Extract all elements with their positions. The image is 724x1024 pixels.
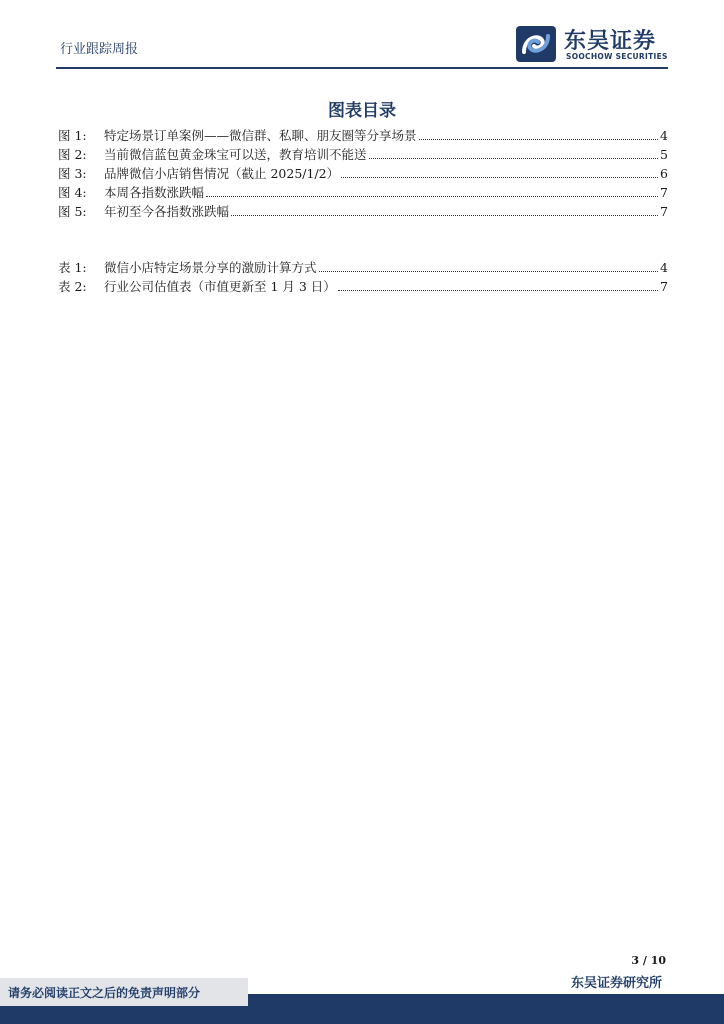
toc-title: 图表目录 <box>328 101 396 121</box>
toc-entry[interactable] <box>58 164 668 183</box>
toc-entry[interactable] <box>58 126 668 145</box>
header-section-label: 行业跟踪周报 <box>60 42 139 57</box>
dot-leader <box>338 278 658 291</box>
toc-entry-label: 图 1: <box>58 128 87 143</box>
toc-entry-page: 7 <box>660 204 668 219</box>
page-number: 3 / 10 <box>631 954 666 967</box>
toc-entry[interactable] <box>58 183 668 202</box>
header-divider <box>56 67 668 69</box>
brand-name-cn: 东吴证券 <box>564 29 657 54</box>
figure-list <box>58 126 668 221</box>
toc-entry-text: 年初至今各指数涨跌幅 <box>104 204 230 219</box>
toc-entry[interactable] <box>58 202 668 221</box>
toc-entry-label: 图 5: <box>58 204 87 219</box>
toc-entry-page: 4 <box>660 128 668 143</box>
dot-leader <box>206 184 658 197</box>
toc-entry-label: 表 1: <box>58 260 87 275</box>
toc-entry[interactable] <box>58 145 668 164</box>
toc-entry-text: 行业公司估值表（市值更新至 1 月 3 日） <box>104 279 336 294</box>
toc-entry-label: 图 3: <box>58 166 87 181</box>
toc-entry-text: 特定场景订单案例——微信群、私聊、朋友圈等分享场景 <box>104 128 417 143</box>
dot-leader <box>231 203 658 216</box>
dot-leader <box>369 146 658 159</box>
toc-entry[interactable] <box>58 258 668 277</box>
dot-leader <box>319 259 658 272</box>
company-logo <box>516 24 676 64</box>
toc-entry-label: 图 4: <box>58 185 87 200</box>
toc-entry-page: 7 <box>660 279 668 294</box>
dot-leader <box>341 165 658 178</box>
toc-entry-label: 图 2: <box>58 147 87 162</box>
brand-name-en: SOOCHOW SECURITIES <box>566 52 668 61</box>
toc-entry-page: 6 <box>660 166 668 181</box>
footer-org-name: 东吴证券研究所 <box>570 976 662 991</box>
toc-entry[interactable] <box>58 277 668 296</box>
toc-entry-text: 微信小店特定场景分享的激励计算方式 <box>104 260 317 275</box>
toc-entry-text: 本周各指数涨跌幅 <box>104 185 205 200</box>
toc-entry-text: 品牌微信小店销售情况（截止 2025/1/2） <box>104 166 340 181</box>
table-list <box>58 258 668 296</box>
toc-entry-page: 5 <box>660 147 668 162</box>
toc-entry-page: 7 <box>660 185 668 200</box>
toc-entry-page: 4 <box>660 260 668 275</box>
soochow-logo-icon <box>516 26 556 62</box>
dot-leader <box>419 127 658 140</box>
disclaimer-tab <box>0 978 248 1006</box>
toc-entry-text: 当前微信蓝包黄金珠宝可以送，教育培训不能送 <box>104 147 367 162</box>
disclaimer-text: 请务必阅读正文之后的免责声明部分 <box>8 986 201 1000</box>
toc-entry-label: 表 2: <box>58 279 87 294</box>
